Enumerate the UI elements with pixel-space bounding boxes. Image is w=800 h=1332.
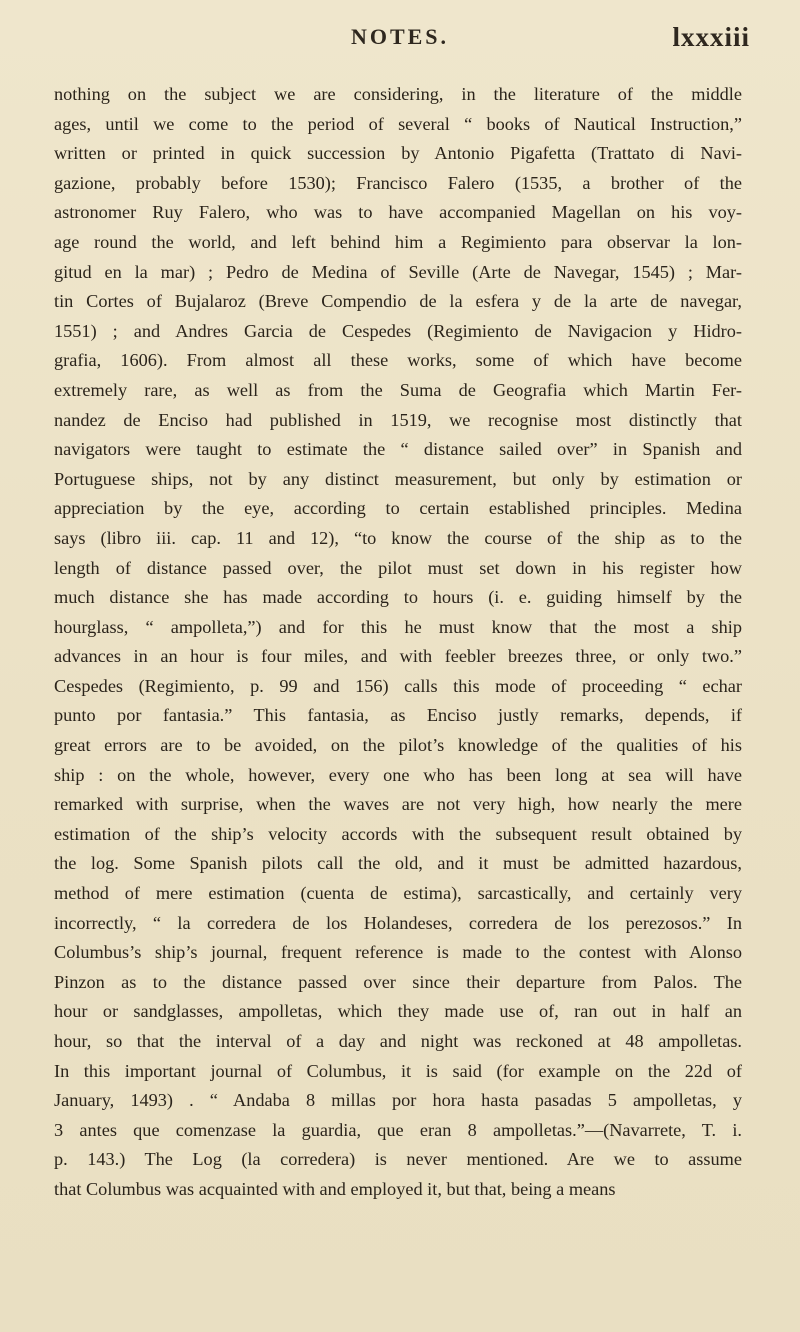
text-line: 3 antes que comenzase la guardia, que eran 8 ampolletas.”—(Navarrete, T. i. [54, 1119, 742, 1140]
text-line: 1551) ; and Andres Garcia de Cespedes (Regimiento de Navigacion y Hidro- [54, 320, 742, 341]
body-text [54, 80, 742, 1205]
text-line: estimation of the ship’s velocity accords with the subsequent result obtained by [54, 823, 742, 844]
text-line: p. 143.) The Log (la corredera) is never mentioned. Are we to assume [54, 1149, 742, 1170]
text-line: nothing on the subject we are considering, in the literature of the middle [54, 84, 742, 104]
text-line: incorrectly, “ la corredera de los Holandeses, corredera de los perezosos.” In [54, 912, 742, 933]
text-line: written or printed in quick succession by Antonio Pigafetta (Trattato di Navi- [54, 143, 742, 164]
text-line: hour or sandglasses, ampolletas, which they made use of, ran out in half an [54, 1001, 742, 1022]
text-line: much distance she has made according to hours (i. e. guiding himself by the [54, 587, 742, 608]
text-line: ages, until we come to the period of several “ books of Nautical Instruction,” [54, 113, 742, 134]
text-line: grafia, 1606). From almost all these works, some of which have become [54, 350, 742, 371]
page-number: lxxxiii [672, 22, 750, 52]
text-line: appreciation by the eye, according to certain established principles. Medina [54, 498, 742, 519]
text-line: age round the world, and left behind him a Regimiento para observar la lon- [54, 231, 742, 252]
text-line: gazione, probably before 1530); Francisco Falero (1535, a brother of the [54, 172, 742, 193]
text-line: Cespedes (Regimiento, p. 99 and 156) calls this mode of proceeding “ echar [54, 675, 742, 696]
text-line: navigators were taught to estimate the “ distance sailed over” in Spanish and [54, 439, 742, 460]
text-line: great errors are to be avoided, on the pilot’s knowledge of the qualities of his [54, 735, 742, 756]
text-line: punto por fantasia.” This fantasia, as Enciso justly remarks, depends, if [54, 705, 742, 726]
text-line: astronomer Ruy Falero, who was to have accompanied Magellan on his voy- [54, 202, 742, 223]
text-line: nandez de Enciso had published in 1519, we recognise most distinctly that [54, 409, 742, 430]
text-line: In this important journal of Columbus, it is said (for example on the 22d of [54, 1060, 742, 1081]
running-title: NOTES. [350, 24, 450, 49]
text-line: ship : on the whole, however, every one who has been long at sea will have [54, 764, 742, 785]
text-line: remarked with surprise, when the waves are not very high, how nearly the mere [54, 794, 742, 815]
text-line: gitud en la mar) ; Pedro de Medina of Seville (Arte de Navegar, 1545) ; Mar- [54, 261, 742, 282]
text-line: extremely rare, as well as from the Suma de Geografia which Martin Fer- [54, 379, 742, 400]
text-line: length of distance passed over, the pilot must set down in his register how [54, 557, 742, 578]
text-line: says (libro iii. cap. 11 and 12), “to know the course of the ship as to the [54, 527, 742, 548]
text-line: that Columbus was acquainted with and employed it, but that, being a means [54, 1178, 616, 1199]
running-head [0, 14, 800, 54]
text-line: Columbus’s ship’s journal, frequent reference is made to the contest with Alonso [54, 942, 742, 963]
text-line: hour, so that the interval of a day and night was reckoned at 48 ampolletas. [54, 1031, 742, 1051]
text-line: advances in an hour is four miles, and with feebler breezes three, or only two.” [54, 646, 742, 667]
text-line: January, 1493) . “ Andaba 8 millas por hora hasta pasadas 5 ampolletas, y [54, 1090, 742, 1111]
text-line: Pinzon as to the distance passed over since their departure from Palos. The [54, 971, 742, 992]
text-line: method of mere estimation (cuenta de estima), sarcastically, and certainly very [54, 883, 742, 904]
text-line: the log. Some Spanish pilots call the old, and it must be admitted hazardous, [54, 853, 742, 874]
text-line: Portuguese ships, not by any distinct measurement, but only by estimation or [54, 468, 742, 489]
text-line: tin Cortes of Bujalaroz (Breve Compendio de la esfera y de la arte de navegar, [54, 291, 742, 312]
text-line: hourglass, “ ampolleta,”) and for this he must know that the most a ship [54, 616, 742, 637]
